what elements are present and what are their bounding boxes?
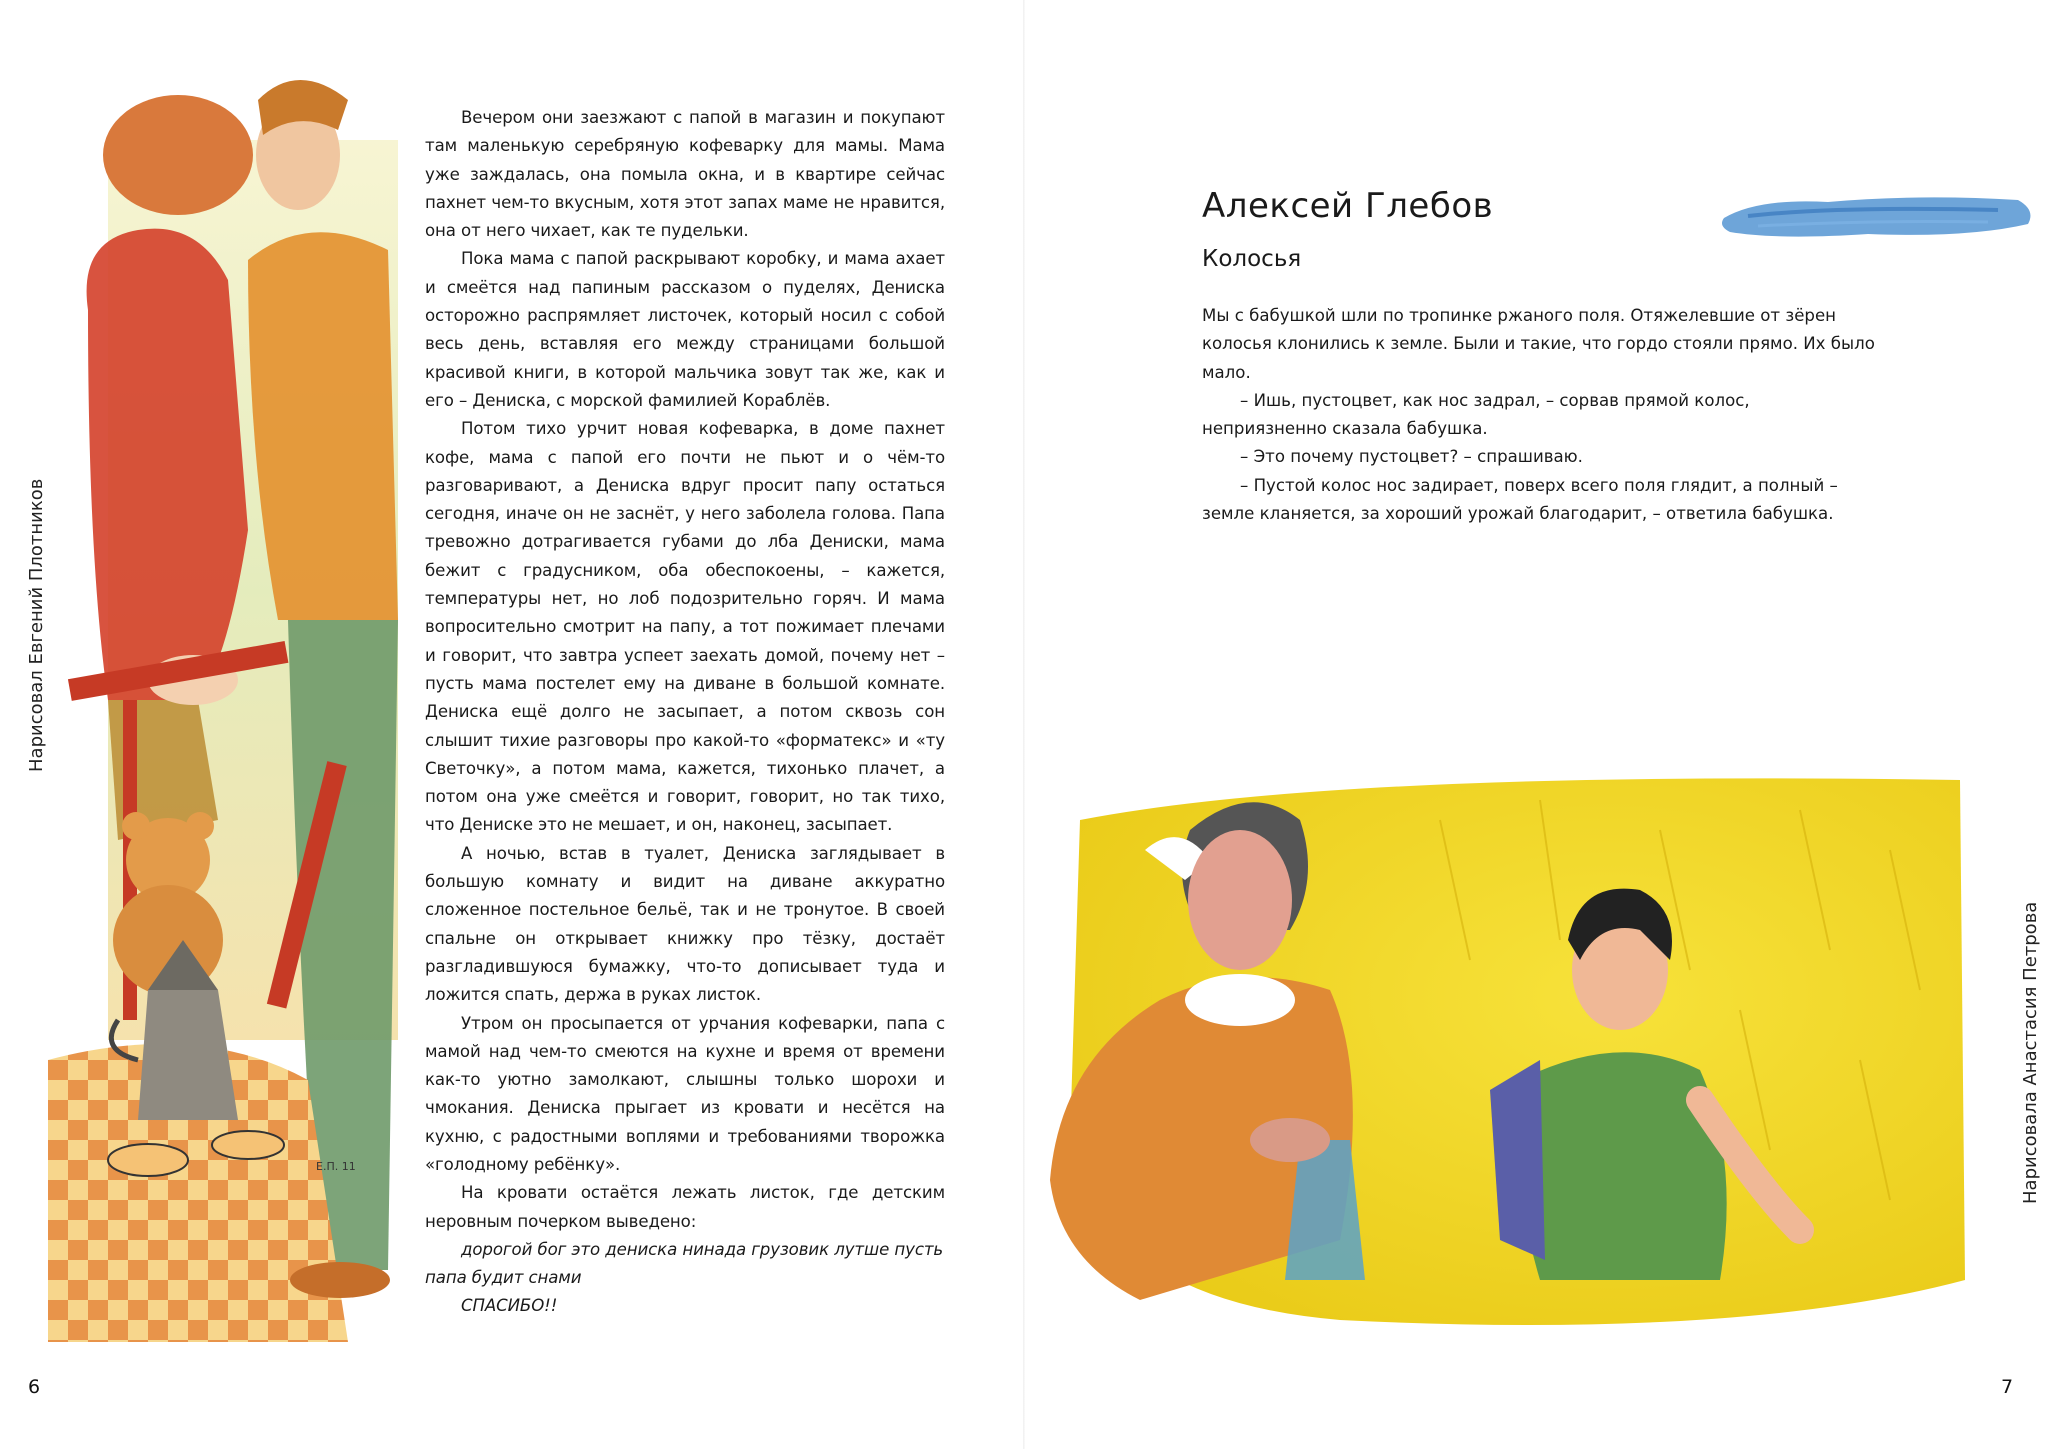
paragraph: Утром он просыпается от урчания кофеварки, папа с мамой над чем-то смеются на кухне и время от времени как-то уютно замолкают, слышны только шорохи и чмокания. Дениска прыгает из кровати и несётся на кухню, с радостными воплями и требованиями творожка «голодному ребёнку». xyxy=(425,1013,945,1174)
handwritten-note-thanks: СПАСИБО!! xyxy=(461,1296,558,1316)
paragraph: Мы с бабушкой шли по тропинке ржаного поля. Отяжелевшие от зёрен колосья клонились к земле. Были и такие, что гордо стояли прямо. Их было мало. xyxy=(1202,306,1875,382)
page-number-right: 7 xyxy=(2001,1376,2014,1398)
paragraph: – Пустой колос нос задирает, поверх всего поля глядит, а полный – земле кланяется, за хороший урожай благодарит, – ответила бабушка. xyxy=(1202,475,1838,524)
story-text-kolosya xyxy=(1202,302,1878,528)
illustrator-credit-left: Нарисовал Евгений Плотников xyxy=(26,478,47,772)
paragraph: – Ишь, пустоцвет, как нос задрал, – сорвав прямой колос, неприязненно сказала бабушка. xyxy=(1202,390,1750,439)
paragraph: Потом тихо урчит новая кофеварка, в доме пахнет кофе, мама с папой его почти не пьют и о чём-то разговаривают, а Дениска вдруг просит папу остаться сегодня, иначе он не заснёт, у него заболела голова. Папа тревожно дотрагивается губами до лба Дениски, мама бежит с градусником, оба обеспокоены, – кажется, температуры нет, но лоб подозрительно горяч. И мама вопросительно смотрит на папу, а тот пожимает плечами и говорит, что завтра успеет заехать домой, почему нет – пусть мама постелет ему на диване в большой комнате. Дениска ещё долго не засыпает, а потом сквозь сон слышит тихие разговоры про какой-то «форматекс» и «ту Светочку», а потом мама, кажется, тихонько плачет, а потом она уже смеётся и говорит, говорит, но так тихо, что Дениске это не мешает, и он, наконец, засыпает. xyxy=(425,419,945,835)
handwritten-note: дорогой бог это дениска нинада грузовик лутше пусть папа будит снами xyxy=(425,1239,944,1288)
paragraph: Пока мама с папой раскрывают коробку, и мама ахает и смеётся над папиным рассказом о пуделях, Дениска осторожно распрямляет листочек, который носил с собой весь день, вставляя его между страницами большой красивой книги, в которой мальчика зовут так же, как и его – Дениска, с морской фамилией Кораблёв. xyxy=(425,249,945,410)
decorative-blue-brush-stroke xyxy=(1718,180,2038,250)
illustration-grandmother-and-boy xyxy=(1040,760,1970,1340)
paragraph: На кровати остаётся лежать листок, где детским неровным почерком выведено: xyxy=(425,1183,945,1231)
paragraph: Вечером они заезжают с папой в магазин и покупают там маленькую серебряную кофеварку для мамы. Мама уже заждалась, она помыла окна, и в квартире сейчас пахнет чем-то вкусным, хотя этот запах маме не нравится, она от него чихает, как те пудельки. xyxy=(425,108,945,241)
story-text xyxy=(425,104,945,1321)
author-name: Алексей Глебов xyxy=(1202,186,1494,226)
illustration-family-kitchen xyxy=(48,60,406,1342)
story-title: Колосья xyxy=(1202,246,1302,272)
paragraph: – Это почему пустоцвет? – спрашиваю. xyxy=(1240,447,1583,467)
paragraph: А ночью, встав в туалет, Дениска заглядывает в большую комнату и видит на диване аккуратно сложенное постельное бельё, так и не тронутое. В своей спальне он открывает книжку про тёзку, достаёт разгладившуюся бумажку, что-то дописывает туда и ложится спать, держа в руках листок. xyxy=(425,843,945,1005)
illustrator-credit-right: Нарисовала Анастасия Петрова xyxy=(2020,901,2041,1204)
illustration-signature: Е.П. 11 xyxy=(316,1160,356,1173)
page-number-left: 6 xyxy=(28,1376,41,1398)
